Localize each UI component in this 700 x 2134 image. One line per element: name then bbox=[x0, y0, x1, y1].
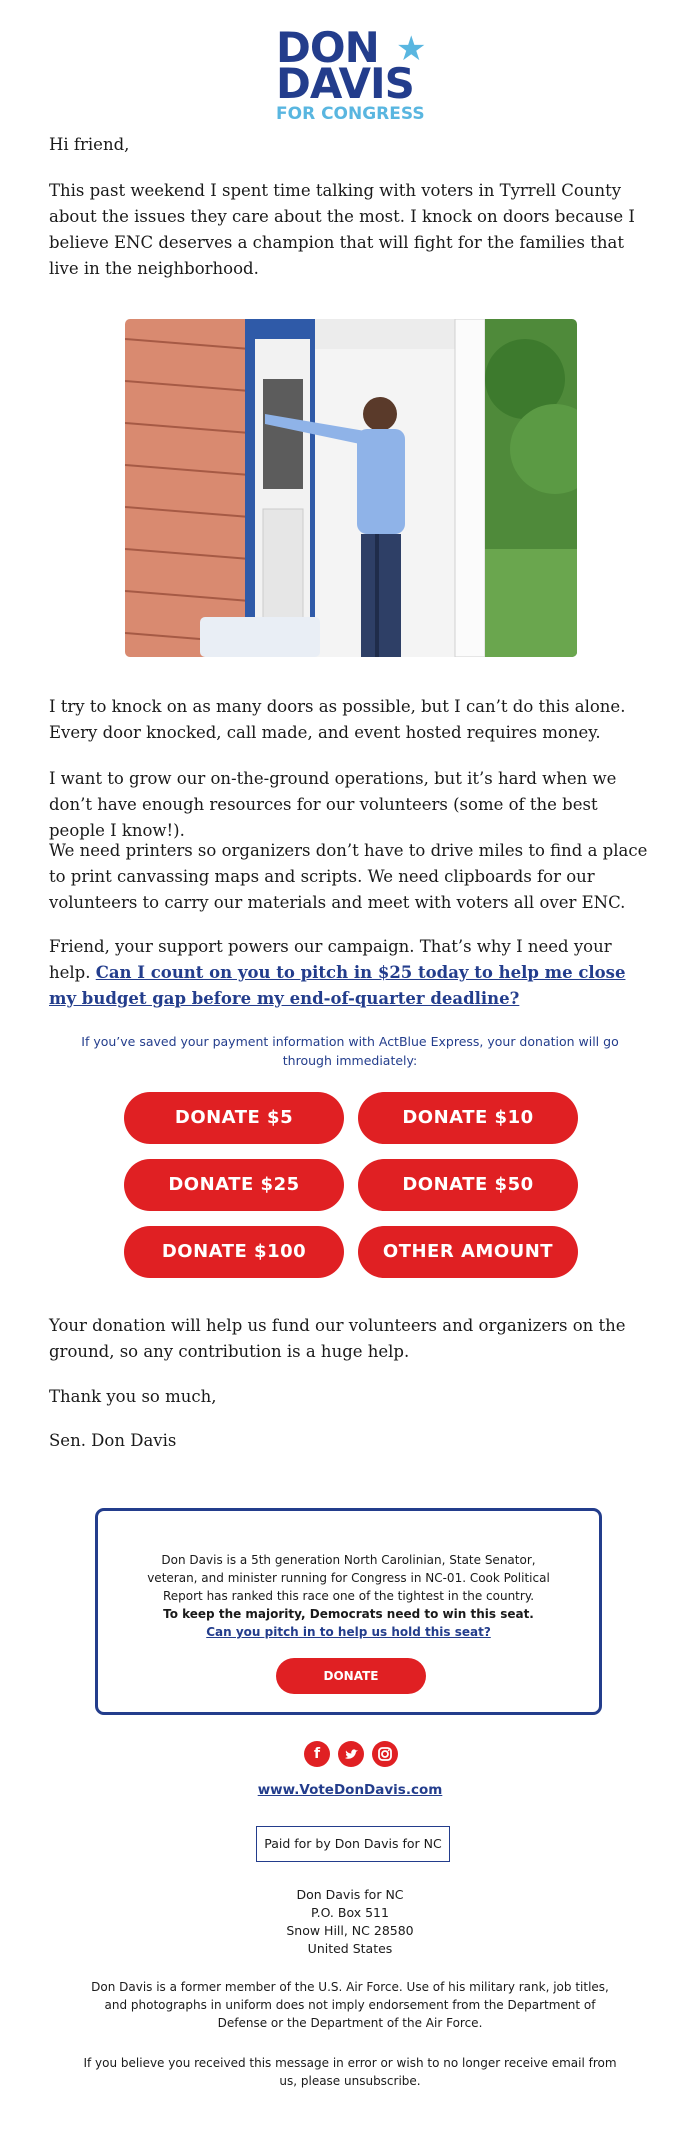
facebook-icon[interactable]: f bbox=[304, 1741, 330, 1767]
paid-for-disclaimer: Paid for by Don Davis for NC bbox=[256, 1826, 450, 1862]
footer-donate-button[interactable]: DONATE bbox=[276, 1658, 426, 1694]
footer-bio: Don Davis is a 5th generation North Carolinian, State Senator, veteran, and minister running for Congress in NC-01. Cook Political Report has ranked this race one of the tightest in the country. bbox=[147, 1553, 550, 1603]
paragraph-3: I want to grow our on-the-ground operations, but it’s hard when we don’t have enough resources for our volunteers (some of the best people I know!). bbox=[49, 769, 617, 840]
instagram-icon[interactable] bbox=[372, 1741, 398, 1767]
donate-other-amount-button[interactable]: OTHER AMOUNT bbox=[358, 1226, 578, 1278]
donate-50-button[interactable]: DONATE $50 bbox=[358, 1159, 578, 1211]
address-line-2: P.O. Box 511 bbox=[311, 1905, 389, 1920]
star-icon: ★ bbox=[396, 29, 427, 69]
hold-seat-link[interactable]: Can you pitch in to help us hold this seat? bbox=[206, 1625, 491, 1639]
paragraph-6: Your donation will help us fund our volunteers and organizers on the ground, so any contribution is a huge help. bbox=[49, 1316, 626, 1361]
actblue-note: If you’ve saved your payment information with ActBlue Express, your donation will go through immediately: bbox=[81, 1034, 619, 1068]
address-line-4: United States bbox=[307, 1941, 393, 1956]
unsubscribe-notice: If you believe you received this message in error or wish to no longer receive email from us, please unsubscribe. bbox=[83, 2056, 617, 2088]
logo-line-davis: DAVIS bbox=[276, 59, 414, 108]
footer-copy bbox=[138, 1551, 559, 1641]
paragraph-2: I try to knock on as many doors as possible, but I can’t do this alone. Every door knocked, call made, and event hosted requires money. bbox=[49, 697, 626, 742]
paragraph-5 bbox=[49, 934, 655, 1012]
footer-bold-line: To keep the majority, Democrats need to win this seat. bbox=[163, 1607, 534, 1621]
website-link[interactable]: www.VoteDonDavis.com bbox=[257, 1782, 443, 1798]
address-line-1: Don Davis for NC bbox=[296, 1887, 404, 1902]
thanks-line: Thank you so much, bbox=[49, 1387, 217, 1406]
signature: Sen. Don Davis bbox=[49, 1431, 177, 1450]
greeting: Hi friend, bbox=[49, 135, 130, 154]
door-knocking-photo bbox=[125, 319, 577, 657]
address-line-3: Snow Hill, NC 28580 bbox=[286, 1923, 414, 1938]
footer-appeal-box bbox=[95, 1508, 602, 1715]
campaign-logo bbox=[276, 23, 436, 126]
donate-10-button[interactable]: DONATE $10 bbox=[358, 1092, 578, 1144]
twitter-icon[interactable] bbox=[338, 1741, 364, 1767]
paragraph-4: We need printers so organizers don’t have to drive miles to find a place to print canvassing maps and scripts. We need clipboards for our volunteers to carry our materials and meet with voters all over ENC. bbox=[49, 841, 648, 912]
paragraph-1: This past weekend I spent time talking with voters in Tyrrell County about the issues they care about the most. I knock on doors because I believe ENC deserves a champion that will fight for the families that live in the neighborhood. bbox=[49, 181, 635, 278]
donate-5-button[interactable]: DONATE $5 bbox=[124, 1092, 344, 1144]
pitch-in-25-link[interactable]: Can I count on you to pitch in $25 today to help me close my budget gap before my end-of-quarter deadline? bbox=[49, 963, 626, 1008]
logo-line-don: DON bbox=[276, 23, 379, 72]
military-disclaimer: Don Davis is a former member of the U.S. Air Force. Use of his military rank, job titles, and photographs in uniform does not imply endorsement from the Department of Defense or the Department of the Air Force. bbox=[91, 1980, 609, 2030]
donate-100-button[interactable]: DONATE $100 bbox=[124, 1226, 344, 1278]
paragraph-5-text: Friend, your support powers our campaign. That’s why I need your help. bbox=[49, 937, 612, 982]
donate-25-button[interactable]: DONATE $25 bbox=[124, 1159, 344, 1211]
logo-subtitle: FOR CONGRESS bbox=[276, 104, 425, 124]
